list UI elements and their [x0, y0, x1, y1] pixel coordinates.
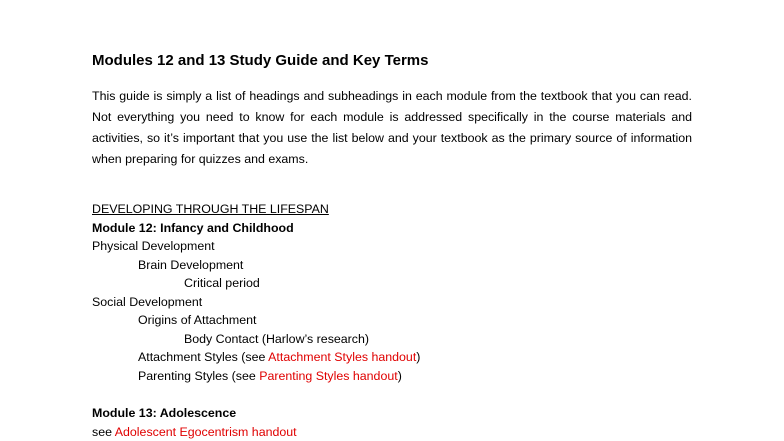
outline-social-development: Social Development — [92, 295, 203, 309]
outline-parenting-styles — [138, 368, 402, 384]
adolescent-egocentrism-handout-link[interactable]: Adolescent Egocentrism handout — [114, 425, 297, 439]
section-heading: DEVELOPING THROUGH THE LIFESPAN — [92, 202, 329, 216]
outline-critical-period: Critical period — [184, 276, 260, 290]
egocentrism-prefix: see — [92, 425, 115, 439]
module-12-heading: Module 12: Infancy and Childhood — [92, 221, 294, 235]
parenting-styles-prefix: Parenting Styles (see — [138, 369, 260, 383]
outline-body-contact: Body Contact (Harlow’s research) — [184, 332, 370, 346]
module-13-heading: Module 13: Adolescence — [92, 406, 237, 420]
parenting-styles-handout-link[interactable]: Parenting Styles handout — [259, 369, 398, 383]
outline-egocentrism — [92, 424, 297, 440]
outline-origins-of-attachment: Origins of Attachment — [138, 313, 257, 327]
attachment-styles-handout-link[interactable]: Attachment Styles handout — [268, 350, 417, 364]
outline-attachment-styles — [138, 349, 420, 365]
outline-brain-development: Brain Development — [138, 258, 244, 272]
page-title: Modules 12 and 13 Study Guide and Key Terms — [92, 52, 429, 69]
parenting-styles-suffix: ) — [397, 369, 402, 383]
attachment-styles-suffix: ) — [416, 350, 421, 364]
attachment-styles-prefix: Attachment Styles (see — [138, 350, 269, 364]
intro-paragraph: This guide is simply a list of headings and subheadings in each module from the textbook that you can read. Not everything you need to know for each module is addressed specifically in the course materials and activities, so it’s important that you use the list below and your textbook as the primary source of information when preparing for quizzes and exams. — [92, 89, 692, 166]
outline-physical-development: Physical Development — [92, 239, 215, 253]
